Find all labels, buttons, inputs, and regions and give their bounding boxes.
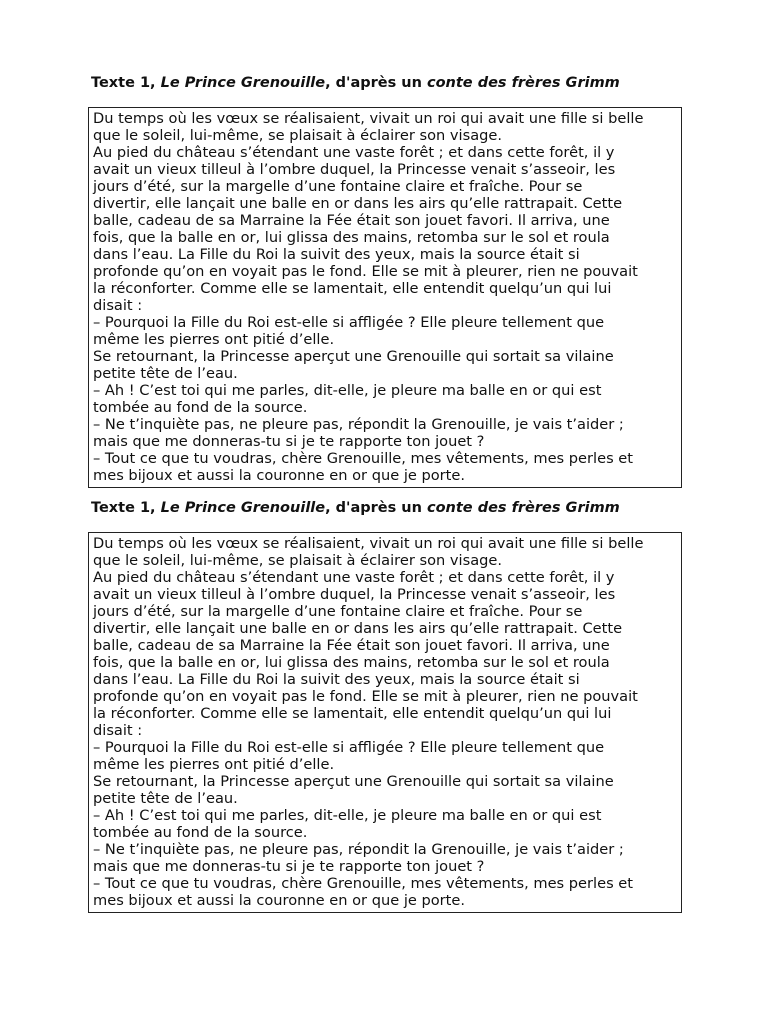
heading-title: Le Prince Grenouille bbox=[160, 500, 326, 516]
text-line: – Ah ! C’est toi qui me parles, dit-elle, je pleure ma balle en or qui est bbox=[93, 807, 602, 824]
text-line: tombée au fond de la source. bbox=[93, 399, 308, 416]
text-line: disait : bbox=[93, 297, 143, 314]
text-line: disait : bbox=[93, 722, 143, 739]
text-line: profonde qu’on en voyait pas le fond. Elle se mit à pleurer, rien ne pouvait bbox=[93, 688, 638, 705]
text-line: – Pourquoi la Fille du Roi est-elle si affligée ? Elle pleure tellement que bbox=[93, 314, 605, 331]
text-line: jours d’été, sur la margelle d’une fontaine claire et fraîche. Pour se bbox=[93, 603, 583, 620]
text-box bbox=[88, 107, 682, 488]
text-line: la réconforter. Comme elle se lamentait, elle entendit quelqu’un qui lui bbox=[93, 280, 612, 297]
heading-middle: , d'après un bbox=[325, 75, 427, 91]
heading-title: Le Prince Grenouille bbox=[160, 75, 326, 91]
text-line: fois, que la balle en or, lui glissa des mains, retomba sur le sol et roula bbox=[93, 654, 610, 671]
text-line: tombée au fond de la source. bbox=[93, 824, 308, 841]
text-line: avait un vieux tilleul à l’ombre duquel, la Princesse venait s’asseoir, les bbox=[93, 586, 616, 603]
heading-prefix: Texte 1, bbox=[91, 75, 161, 91]
heading-middle: , d'après un bbox=[325, 500, 427, 516]
text-line: que le soleil, lui-même, se plaisait à éclairer son visage. bbox=[93, 552, 503, 569]
text-line: Au pied du château s’étendant une vaste forêt ; et dans cette forêt, il y bbox=[93, 144, 615, 161]
heading-source: conte des frères Grimm bbox=[427, 500, 620, 516]
text-line: mes bijoux et aussi la couronne en or que je porte. bbox=[93, 892, 466, 909]
text-section-1 bbox=[88, 73, 682, 488]
text-section-2 bbox=[88, 498, 682, 913]
text-line: – Pourquoi la Fille du Roi est-elle si affligée ? Elle pleure tellement que bbox=[93, 739, 605, 756]
section-heading bbox=[91, 498, 682, 518]
text-line: Du temps où les vœux se réalisaient, vivait un roi qui avait une fille si belle bbox=[93, 535, 644, 552]
text-line: mais que me donneras-tu si je te rapporte ton jouet ? bbox=[93, 858, 485, 875]
text-box bbox=[88, 532, 682, 913]
text-line: balle, cadeau de sa Marraine la Fée était son jouet favori. Il arriva, une bbox=[93, 212, 610, 229]
text-line: divertir, elle lançait une balle en or dans les airs qu’elle rattrapait. Cette bbox=[93, 195, 623, 212]
text-line: même les pierres ont pitié d’elle. bbox=[93, 331, 335, 348]
text-line: balle, cadeau de sa Marraine la Fée était son jouet favori. Il arriva, une bbox=[93, 637, 610, 654]
text-line: Du temps où les vœux se réalisaient, vivait un roi qui avait une fille si belle bbox=[93, 110, 644, 127]
text-line: Au pied du château s’étendant une vaste forêt ; et dans cette forêt, il y bbox=[93, 569, 615, 586]
text-line: – Ne t’inquiète pas, ne pleure pas, répondit la Grenouille, je vais t’aider ; bbox=[93, 416, 624, 433]
text-line: profonde qu’on en voyait pas le fond. Elle se mit à pleurer, rien ne pouvait bbox=[93, 263, 638, 280]
text-line: petite tête de l’eau. bbox=[93, 790, 238, 807]
text-line: dans l’eau. La Fille du Roi la suivit des yeux, mais la source était si bbox=[93, 671, 580, 688]
text-line: que le soleil, lui-même, se plaisait à éclairer son visage. bbox=[93, 127, 503, 144]
text-line: – Ah ! C’est toi qui me parles, dit-elle, je pleure ma balle en or qui est bbox=[93, 382, 602, 399]
text-line: divertir, elle lançait une balle en or dans les airs qu’elle rattrapait. Cette bbox=[93, 620, 623, 637]
text-line: petite tête de l’eau. bbox=[93, 365, 238, 382]
heading-source: conte des frères Grimm bbox=[427, 75, 620, 91]
heading-prefix: Texte 1, bbox=[91, 500, 161, 516]
text-line: – Ne t’inquiète pas, ne pleure pas, répondit la Grenouille, je vais t’aider ; bbox=[93, 841, 624, 858]
text-line: mes bijoux et aussi la couronne en or que je porte. bbox=[93, 467, 466, 484]
text-line: fois, que la balle en or, lui glissa des mains, retomba sur le sol et roula bbox=[93, 229, 610, 246]
text-line: mais que me donneras-tu si je te rapporte ton jouet ? bbox=[93, 433, 485, 450]
text-line: avait un vieux tilleul à l’ombre duquel, la Princesse venait s’asseoir, les bbox=[93, 161, 616, 178]
text-line: Se retournant, la Princesse aperçut une Grenouille qui sortait sa vilaine bbox=[93, 773, 614, 790]
text-line: – Tout ce que tu voudras, chère Grenouille, mes vêtements, mes perles et bbox=[93, 875, 634, 892]
text-line: Se retournant, la Princesse aperçut une Grenouille qui sortait sa vilaine bbox=[93, 348, 614, 365]
text-line: jours d’été, sur la margelle d’une fontaine claire et fraîche. Pour se bbox=[93, 178, 583, 195]
text-line: la réconforter. Comme elle se lamentait, elle entendit quelqu’un qui lui bbox=[93, 705, 612, 722]
section-heading bbox=[91, 73, 682, 93]
text-line: – Tout ce que tu voudras, chère Grenouille, mes vêtements, mes perles et bbox=[93, 450, 634, 467]
text-line: même les pierres ont pitié d’elle. bbox=[93, 756, 335, 773]
text-line: dans l’eau. La Fille du Roi la suivit des yeux, mais la source était si bbox=[93, 246, 580, 263]
